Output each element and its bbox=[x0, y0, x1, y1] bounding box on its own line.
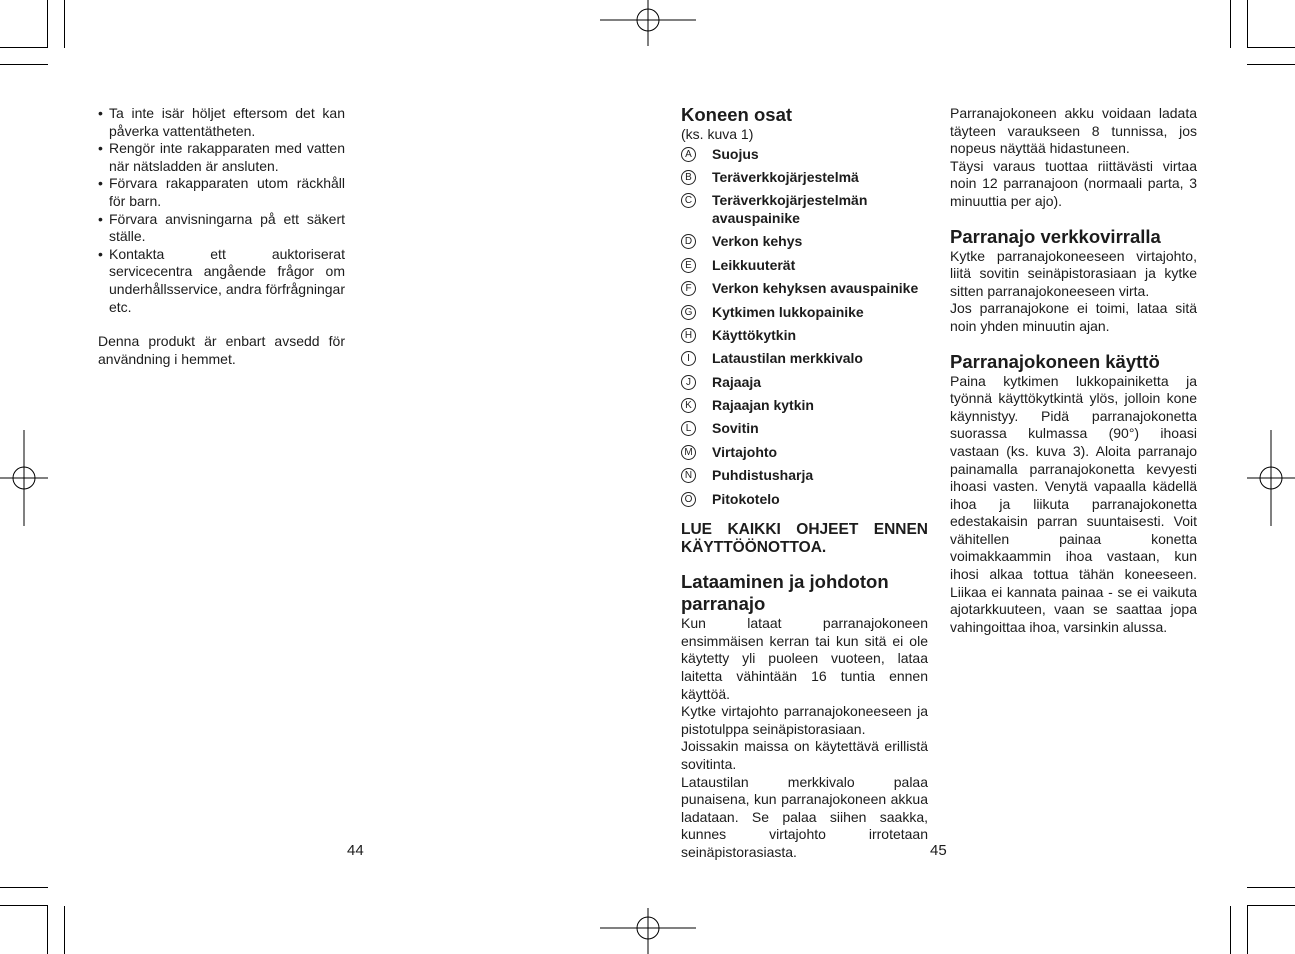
mains-paragraph: Jos parranajokone ei toimi, lataa sitä noin yhden minuutin ajan. bbox=[950, 300, 1197, 334]
part-item bbox=[681, 397, 928, 415]
crop-mark bbox=[0, 905, 48, 906]
crop-mark bbox=[0, 47, 48, 48]
mains-paragraph: Kytke parranajokoneeseen virtajohto, liitä sovitin seinäpistorasiaan ja kytke sitten parranajokoneeseen virta. bbox=[950, 247, 1197, 299]
part-letter-badge: I bbox=[681, 351, 696, 366]
part-letter-badge: N bbox=[681, 468, 696, 483]
part-letter-badge: H bbox=[681, 328, 696, 343]
crop-mark bbox=[64, 0, 65, 48]
part-name: Verkon kehyksen avauspainike bbox=[712, 280, 919, 297]
part-name: Teräverkkojärjestelmän avauspainike bbox=[712, 192, 868, 226]
part-name: Kytkimen lukkopainike bbox=[712, 303, 864, 320]
charging-paragraph: Täysi varaus tuottaa riittävästi virtaa noin 12 parranajoon (normaali parta, 3 minuuttia per ajo). bbox=[950, 157, 1197, 209]
part-item bbox=[681, 374, 928, 392]
part-letter-badge: O bbox=[681, 492, 696, 507]
part-name: Puhdistusharja bbox=[712, 467, 814, 484]
part-name: Suojus bbox=[712, 145, 759, 162]
left-page-column bbox=[98, 105, 345, 368]
part-name: Teräverkkojärjestelmä bbox=[712, 168, 859, 185]
mains-heading: Parranajo verkkovirralla bbox=[950, 225, 1161, 247]
part-name: Verkon kehys bbox=[712, 233, 803, 250]
read-instructions-warning: LUE KAIKKI OHJEET ENNEN KÄYTTÖÖNOTTOA. bbox=[681, 521, 928, 556]
part-item bbox=[681, 169, 928, 187]
part-item bbox=[681, 146, 928, 164]
crop-mark bbox=[1247, 906, 1248, 954]
charging-heading: Lataaminen ja johdoton parranajo bbox=[681, 571, 889, 615]
part-letter-badge: E bbox=[681, 258, 696, 273]
parts-figure-reference: (ks. kuva 1) bbox=[681, 126, 754, 142]
right-page-column-1 bbox=[681, 104, 928, 862]
part-letter-badge: C bbox=[681, 193, 696, 208]
charging-paragraph: Lataustilan merkkivalo palaa punaisena, kun parranajokoneen akkua ladataan. Se palaa siihen saakka, kunnes virtajohto irrotetaan seinäpistorasiasta. bbox=[681, 773, 928, 860]
crop-mark bbox=[64, 906, 65, 954]
part-letter-badge: L bbox=[681, 421, 696, 436]
bullet-item: • Förvara anvisningarna på ett säkert ställe. bbox=[98, 211, 345, 246]
safety-bullet-list bbox=[98, 105, 345, 316]
page-number-left: 44 bbox=[347, 842, 364, 859]
part-item bbox=[681, 467, 928, 485]
crop-mark bbox=[1247, 64, 1295, 65]
part-item bbox=[681, 233, 928, 251]
part-name: Rajaajan kytkin bbox=[712, 397, 814, 414]
registration-mark-right bbox=[1247, 430, 1295, 526]
charging-paragraph: Kytke virtajohto parranajokoneeseen ja pistotulppa seinäpistorasiaan. bbox=[681, 703, 928, 737]
part-letter-badge: D bbox=[681, 234, 696, 249]
part-item bbox=[681, 304, 928, 322]
usage-heading: Parranajokoneen käyttö bbox=[950, 350, 1160, 372]
charging-paragraph: Kun lataat parranajokoneen ensimmäisen kerran tai kun sitä ei ole käytetty yli puoleen vuoteen, lataa laitetta vähintään 16 tuntia ennen käyttöä. bbox=[681, 615, 928, 702]
household-use-note: Denna produkt är enbart avsedd för användning i hemmet. bbox=[98, 333, 345, 367]
part-name: Leikkuuterät bbox=[712, 256, 796, 273]
crop-mark bbox=[1247, 47, 1295, 48]
part-item bbox=[681, 491, 928, 509]
part-name: Pitokotelo bbox=[712, 490, 780, 507]
crop-mark bbox=[0, 887, 48, 888]
crop-mark bbox=[47, 0, 48, 48]
part-name: Sovitin bbox=[712, 420, 759, 437]
part-item bbox=[681, 444, 928, 462]
parts-list bbox=[681, 146, 928, 509]
registration-mark-top bbox=[600, 0, 696, 48]
charging-paragraph: Joissakin maissa on käytettävä erillistä sovitinta. bbox=[681, 738, 928, 772]
part-item bbox=[681, 327, 928, 345]
bullet-item: • Ta inte isär höljet eftersom det kan påverka vattentätheten. bbox=[98, 105, 345, 140]
crop-mark bbox=[1247, 0, 1248, 48]
usage-paragraph: Paina kytkimen lukkopainiketta ja työnnä käyttökytkintä ylös, jolloin kone käynnistyy. Pidä parranajokonetta suorassa kulmassa (90°) ihoasi vastaan (ks. kuva 3). Aloita parranajo painamalla parranajokonetta kevyesti ihoasi vasten. Venytä vapaalla kädellä ihoa ja liikuta parranajokonetta edestakaisin parran suuntaisesti. Voit vähitellen painaa konetta voimakkaammin ihoa vastaan, kun ihosi alkaa tottua tähän koneeseen. Liikaa ei kannata painaa - se ei vaikuta ajotarkkuuteen, vaan se saattaa jopa vahingoittaa ihoa, varsinkin alussa. bbox=[950, 372, 1197, 635]
registration-mark-left bbox=[0, 430, 48, 526]
parts-heading: Koneen osat bbox=[681, 104, 793, 125]
part-letter-badge: B bbox=[681, 170, 696, 185]
charging-paragraph: Parranajokoneen akku voidaan ladata täyteen varaukseen 8 tunnissa, jos nopeus näyttää hidastuneen. bbox=[950, 105, 1197, 157]
part-letter-badge: A bbox=[681, 147, 696, 162]
part-item bbox=[681, 280, 928, 298]
part-letter-badge: F bbox=[681, 281, 696, 296]
part-name: Käyttökytkin bbox=[712, 326, 797, 343]
part-name: Lataustilan merkkivalo bbox=[712, 350, 863, 367]
part-letter-badge: G bbox=[681, 305, 696, 320]
page-number-right: 45 bbox=[930, 842, 947, 859]
bullet-item: • Rengör inte rakapparaten med vatten när nätsladden är ansluten. bbox=[98, 140, 345, 175]
crop-mark bbox=[1247, 887, 1295, 888]
part-item bbox=[681, 420, 928, 438]
crop-mark bbox=[47, 906, 48, 954]
crop-mark bbox=[1230, 0, 1231, 48]
crop-mark bbox=[1247, 905, 1295, 906]
right-page-column-2 bbox=[950, 105, 1197, 636]
crop-mark bbox=[0, 64, 48, 65]
part-letter-badge: M bbox=[681, 445, 696, 460]
part-item bbox=[681, 350, 928, 368]
part-name: Virtajohto bbox=[712, 443, 778, 460]
part-letter-badge: J bbox=[681, 375, 696, 390]
bullet-item: • Förvara rakapparaten utom räckhåll för barn. bbox=[98, 175, 345, 210]
crop-mark bbox=[1230, 906, 1231, 954]
part-item bbox=[681, 257, 928, 275]
part-letter-badge: K bbox=[681, 398, 696, 413]
bullet-item: • Kontakta ett auktoriserat servicecentra angående frågor om underhållsservice, andra förfrågningar etc. bbox=[98, 246, 345, 316]
part-item bbox=[681, 192, 928, 227]
registration-mark-bottom bbox=[600, 906, 696, 954]
part-name: Rajaaja bbox=[712, 373, 762, 390]
